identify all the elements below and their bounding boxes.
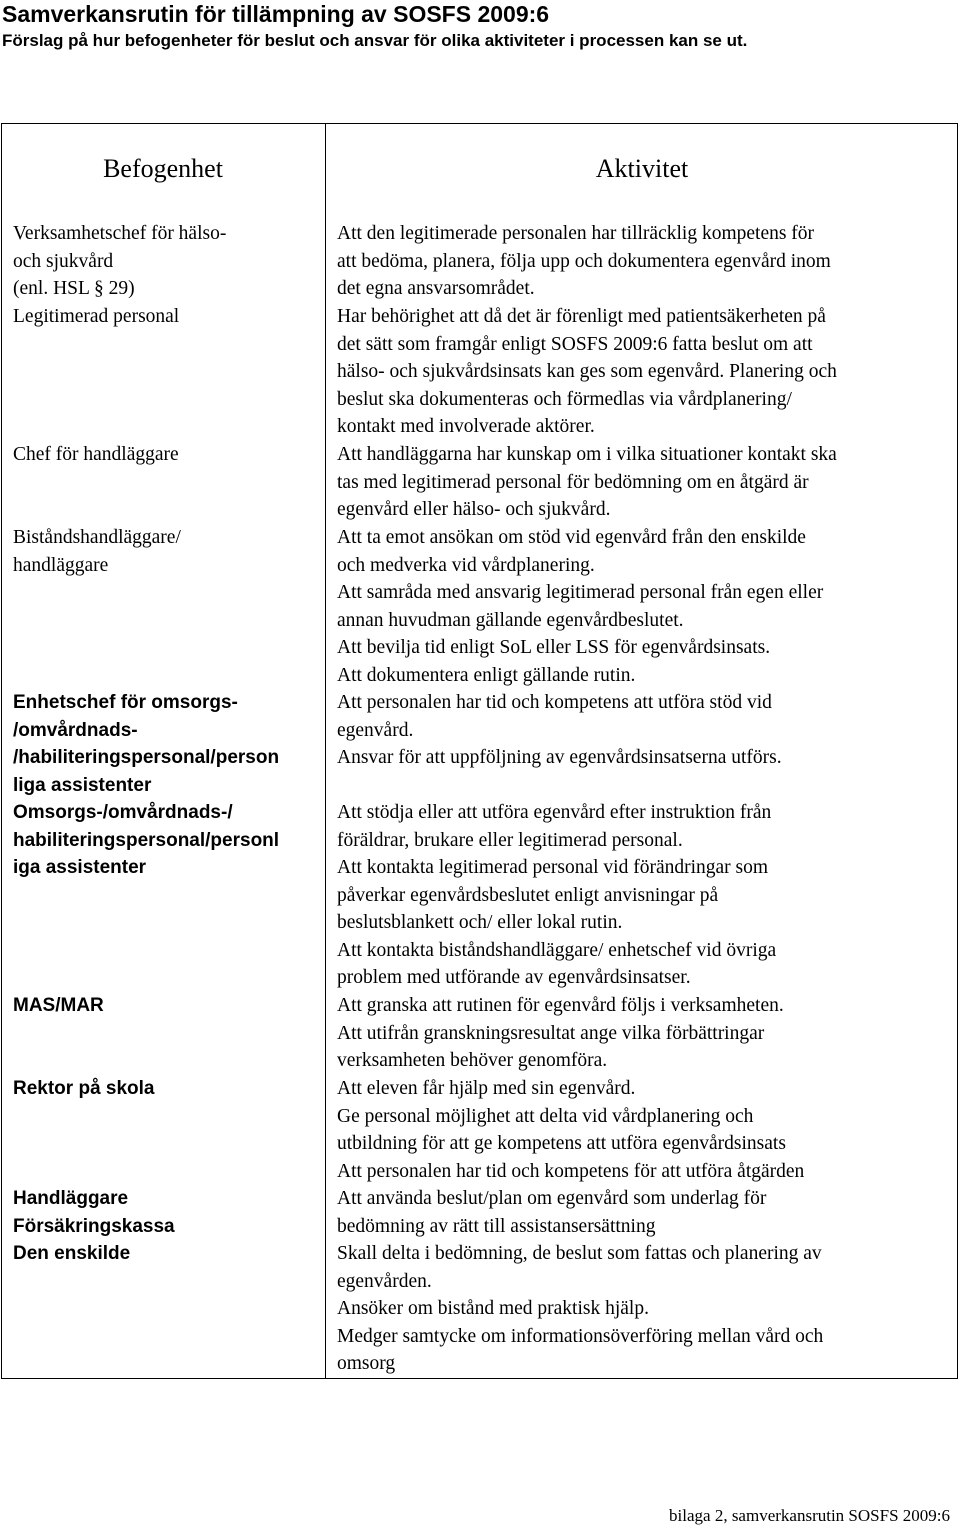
activity-den-enskilde [337,1240,823,1378]
text-line: Ansöker om bistånd med praktisk hjälp. [337,1298,649,1319]
table-border-right [957,123,958,1379]
text-line: Ansvar för att uppföljning av egenvårdsinsatserna utförs. [337,747,782,768]
page-footer: bilaga 2, samverkansrutin SOSFS 2009:6 [669,1506,950,1525]
text-line: handläggare [13,554,109,576]
activity-chef-for-handlaggare [337,441,837,524]
text-line: och medverka vid vårdplanering. [337,554,595,576]
role-omsorgspersonal [13,799,279,882]
activity-enhetschef [337,689,782,772]
text-line: Att kontakta biståndshandläggare/ enhetschef vid övriga [337,939,777,961]
text-line: egenvården. [337,1270,432,1292]
document-subtitle: Förslag på hur befogenheter för beslut och ansvar för olika aktiviteter i processen kan se ut. [2,31,748,50]
text-line: Att ta emot ansökan om stöd vid egenvård från den enskilde [337,527,806,548]
text-line: /habiliteringspersonal/person [13,747,280,768]
text-line: egenvård eller hälso- och sjukvård. [337,499,611,520]
text-line: beslutsblankett och/ eller lokal rutin. [337,912,623,933]
text-line: påverkar egenvårdsbeslutet enligt anvisningar på [337,884,719,906]
activity-handlaggare-forsakringskassa [337,1185,766,1240]
role-chef-for-handlaggare [13,441,179,469]
text-line: problem med utförande av egenvårdsinsatser. [337,967,691,988]
activity-bistandshandlaggare [337,524,823,689]
role-handlaggare-forsakringskassa [13,1185,175,1240]
text-line: /omvårdnads- [13,719,138,741]
text-line: Försäkringskassa [13,1215,175,1237]
column-divider [325,123,326,1379]
role-verksamhetschef [13,220,226,303]
text-line: Legitimerad personal [13,306,180,327]
text-line: Biståndshandläggare/ [13,527,181,548]
text-line: och sjukvård [13,250,114,272]
text-line: Att kontakta legitimerad personal vid förändringar som [337,857,769,878]
text-line: Att personalen har tid och kompetens att utföra stöd vid [337,692,772,713]
text-line: Att personalen har tid och kompetens för att utföra åtgärden [337,1160,805,1182]
text-line: Att utifrån granskningsresultat ange vilka förbättringar [337,1022,765,1044]
text-line: Att använda beslut/plan om egenvård som underlag för [337,1188,767,1209]
table-border-left [1,123,2,1379]
text-line: Rektor på skola [13,1078,155,1099]
text-line: liga assistenter [13,774,152,796]
text-line: omsorg [337,1353,396,1374]
text-line: Omsorgs-/omvårdnads-/ [13,802,233,823]
role-mas-mar [13,992,104,1020]
table-border-bottom [1,1378,958,1379]
text-line: kontakt med involverade aktörer. [337,416,595,437]
activity-legitimerad-personal [337,303,837,441]
activity-mas-mar [337,992,784,1075]
text-line: Har behörighet att då det är förenligt med patientsäkerheten på [337,306,826,327]
text-line: egenvård. [337,719,414,741]
role-rektor [13,1075,155,1103]
table-border-top [1,123,958,124]
text-line: bedömning av rätt till assistansersättning [337,1215,656,1237]
text-line: iga assistenter [13,857,147,878]
text-line: Verksamhetschef för hälso- [13,223,227,244]
text-line: det sätt som framgår enligt SOSFS 2009:6 fatta beslut om att [337,333,813,355]
text-line: (enl. HSL § 29) [13,278,135,299]
document-title: Samverkansrutin för tillämpning av SOSFS 2009:6 [2,1,550,27]
text-line: Att den legitimerade personalen har tillräcklig kompetens för [337,223,815,244]
text-line: Skall delta i bedömning, de beslut som fattas och planering av [337,1243,822,1264]
text-line: Chef för handläggare [13,444,179,465]
text-line: Att dokumentera enligt gällande rutin. [337,664,636,686]
column-header-befogenhet: Befogenhet [103,154,223,183]
text-line: tas med legitimerad personal för bedömning om en åtgärd är [337,471,809,493]
role-legitimerad-personal [13,303,179,331]
text-line: beslut ska dokumenteras och förmedlas via vårdplanering/ [337,388,792,410]
text-line: Ge personal möjlighet att delta vid vårdplanering och [337,1105,754,1127]
text-line: habiliteringspersonal/personl [13,829,280,851]
text-line: att bedöma, planera, följa upp och dokumentera egenvård inom [337,250,831,272]
role-enhetschef [13,689,279,799]
text-line: Medger samtycke om informationsöverföring mellan vård och [337,1325,824,1347]
role-den-enskilde [13,1240,130,1268]
activity-omsorgspersonal [337,799,776,992]
text-line: annan huvudman gällande egenvårdbeslutet. [337,609,684,631]
text-line: Att samråda med ansvarig legitimerad personal från egen eller [337,582,824,603]
text-line: Handläggare [13,1188,129,1209]
text-line: MAS/MAR [13,995,104,1016]
text-line: hälso- och sjukvårdsinsats kan ges som egenvård. Planering och [337,361,837,382]
text-line: Att stödja eller att utföra egenvård efter instruktion från [337,802,772,823]
text-line: verksamheten behöver genomföra. [337,1050,608,1071]
text-line: föräldrar, brukare eller legitimerad personal. [337,829,683,851]
text-line: Att eleven får hjälp med sin egenvård. [337,1078,636,1099]
activity-verksamhetschef [337,220,831,303]
responsibility-table [1,123,958,1379]
role-bistandshandlaggare [13,524,181,579]
text-line: Att handläggarna har kunskap om i vilka situationer kontakt ska [337,444,837,465]
text-line: Den enskilde [13,1243,131,1264]
text-line: Enhetschef för omsorgs- [13,692,238,713]
text-line: utbildning för att ge kompetens att utföra egenvårdsinsats [337,1133,786,1154]
text-line: Att granska att rutinen för egenvård följs i verksamheten. [337,995,784,1016]
text-line: det egna ansvarsområdet. [337,278,535,299]
activity-rektor [337,1075,804,1185]
column-header-aktivitet: Aktivitet [595,154,689,183]
text-line: Att bevilja tid enligt SoL eller LSS för egenvårdsinsats. [337,637,771,658]
